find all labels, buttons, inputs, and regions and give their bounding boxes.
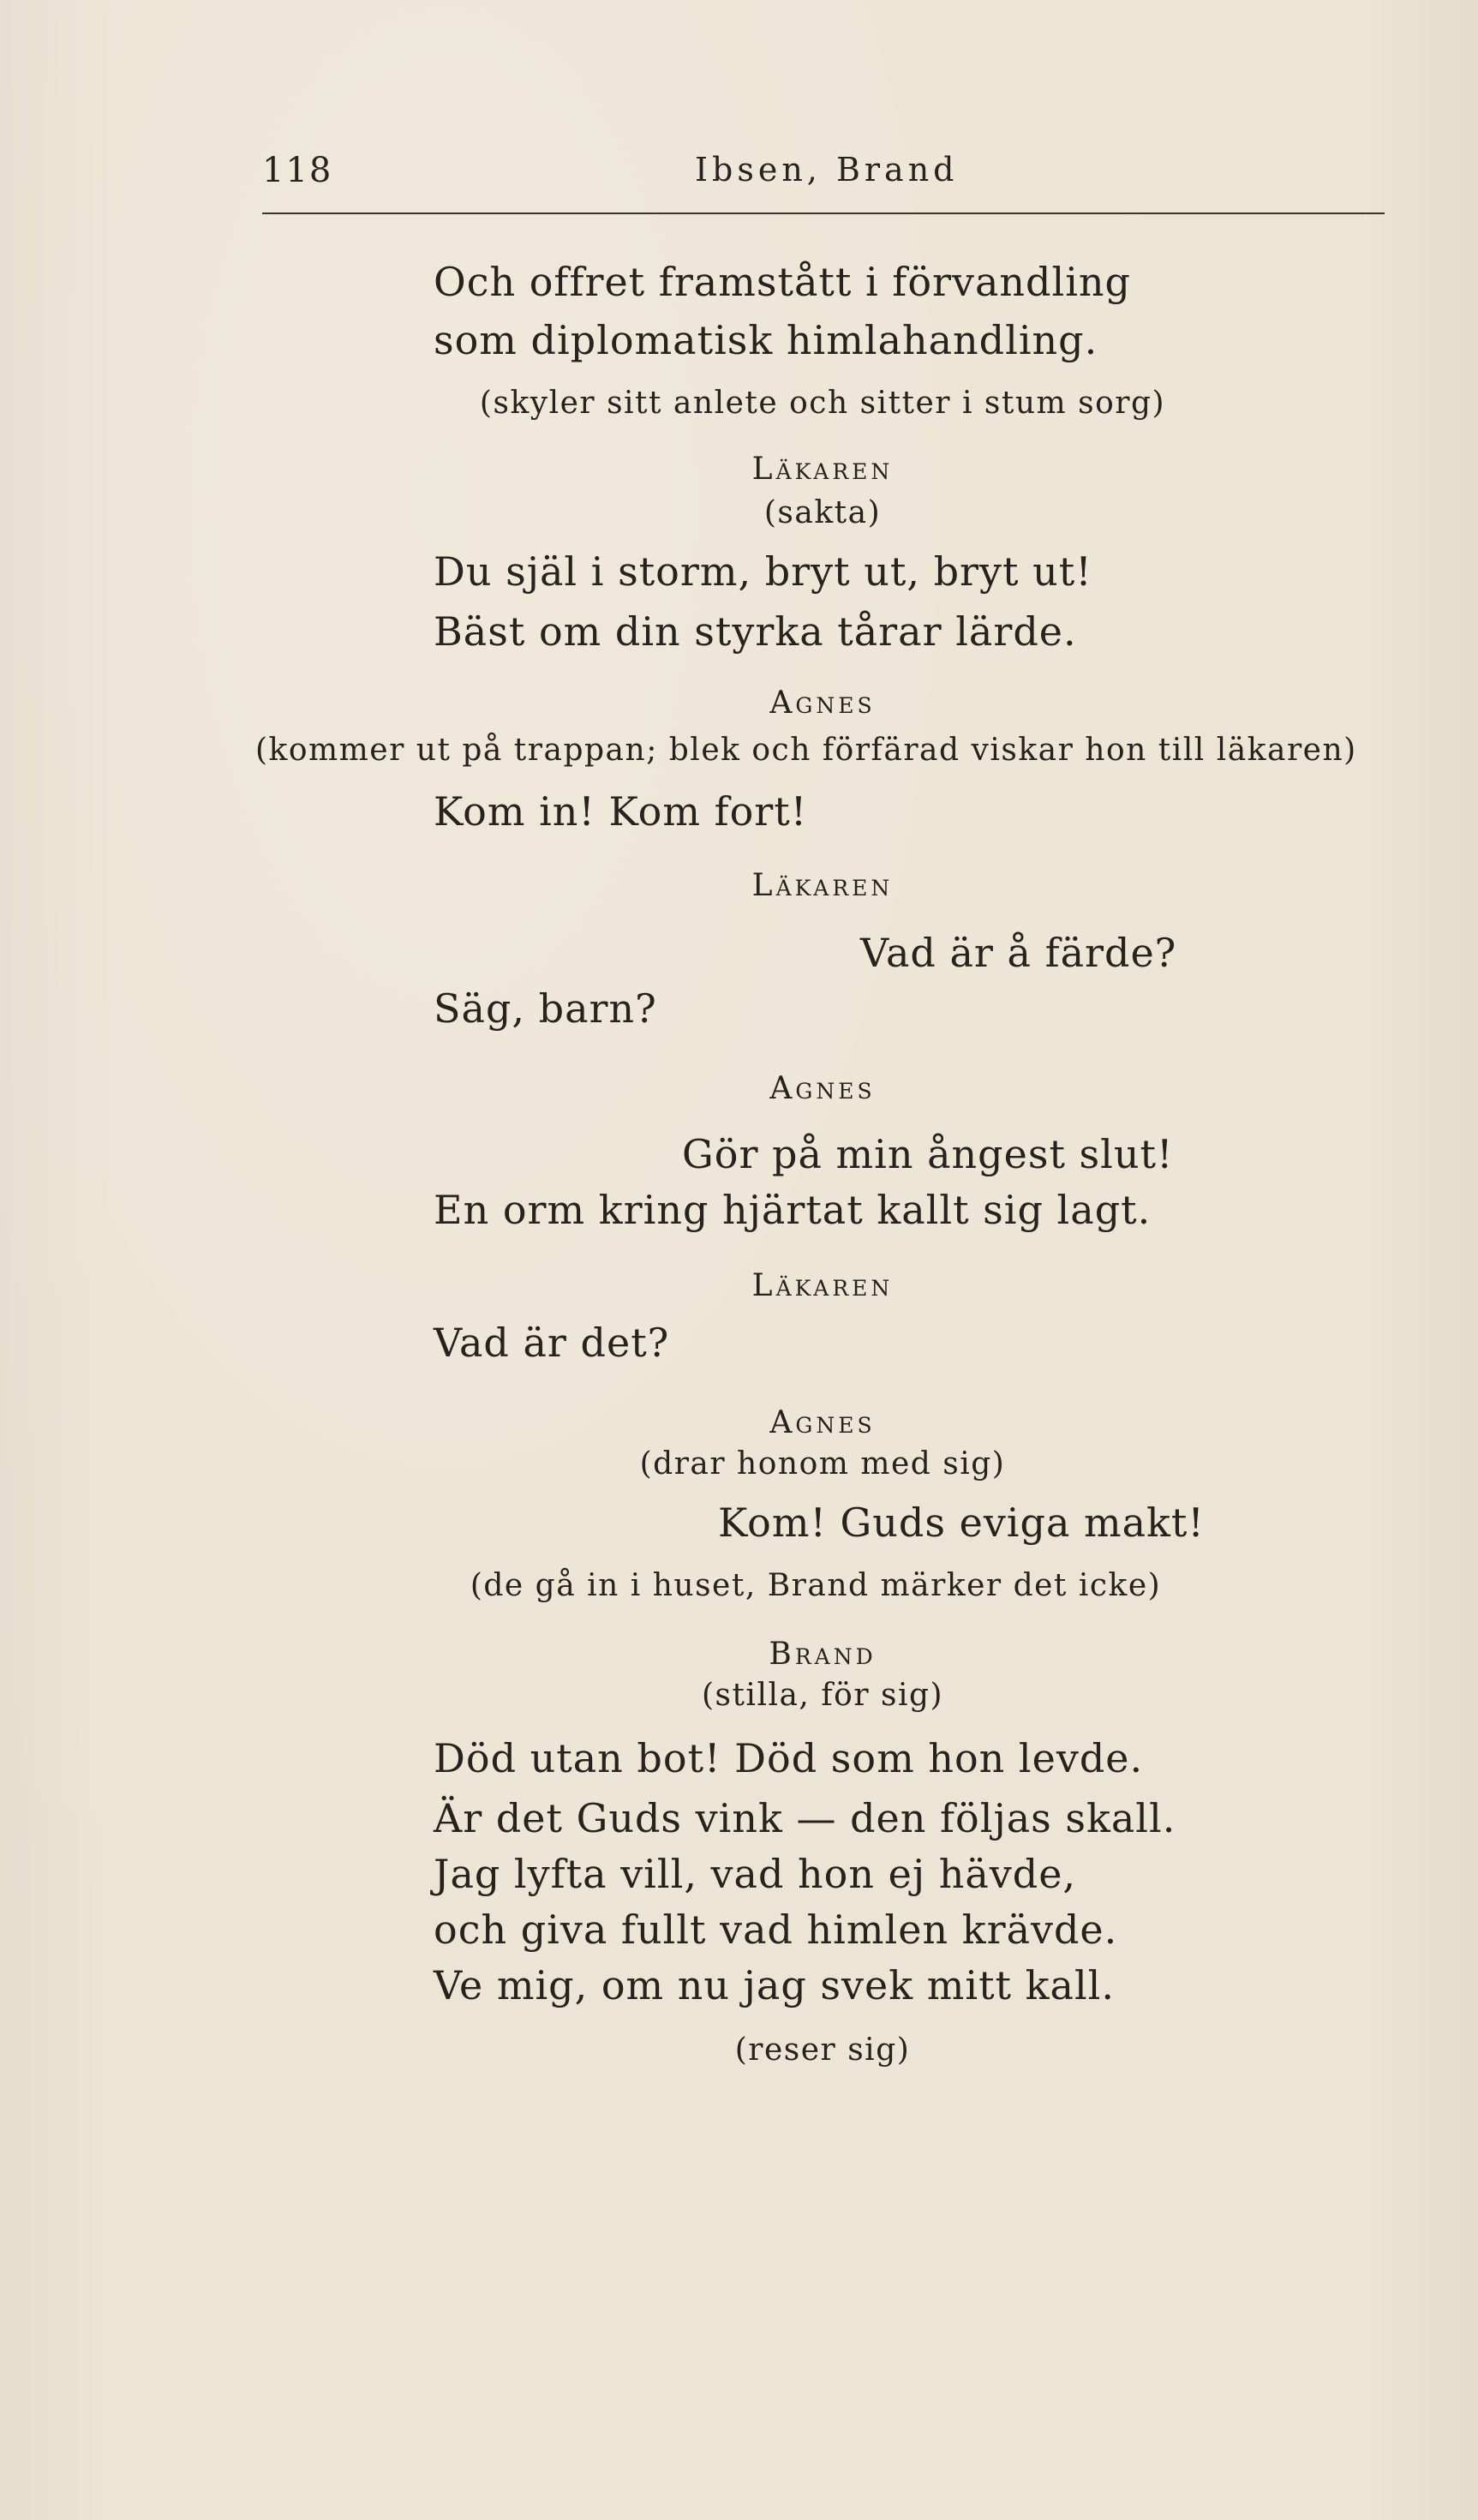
stage-direction: (sakta) [763, 495, 882, 530]
page-number: 118 [262, 151, 333, 190]
running-head [262, 151, 1385, 202]
verse-line: Kom! Guds eviga makt! [718, 1499, 1205, 1546]
speaker-name: Agnes [769, 1405, 876, 1440]
header-divider [262, 212, 1385, 214]
speaker-name: Brand [769, 1637, 877, 1672]
speaker-name: Läkaren [751, 452, 894, 487]
speaker-name: Agnes [769, 1071, 876, 1106]
verse-line: Vad är å färde? [860, 930, 1177, 976]
verse-line: Och offret framstått i förvandling [434, 259, 1131, 305]
verse-line: Död utan bot! Död som hon levde. [434, 1735, 1144, 1781]
verse-line: Kom in! Kom fort! [434, 788, 808, 835]
stage-direction: (reser sig) [734, 2032, 911, 2068]
verse-line: som diplomatisk himlahandling. [434, 317, 1098, 363]
verse-line: Du själ i storm, bryt ut, bryt ut! [434, 548, 1092, 595]
speaker-name: Läkaren [751, 868, 894, 903]
verse-line: Vad är det? [434, 1320, 670, 1366]
verse-line: Säg, barn? [434, 985, 657, 1032]
verse-line: Bäst om din styrka tårar lärde. [434, 608, 1077, 655]
verse-line: Är det Guds vink — den följas skall. [434, 1795, 1176, 1841]
stage-direction: (stilla, för sig) [701, 1678, 944, 1713]
stage-direction: (de gå in i huset, Brand märker det icke) [470, 1568, 1162, 1603]
speaker-name: Läkaren [751, 1268, 894, 1303]
verse-line: Jag lyfta vill, vad hon ej hävde, [434, 1851, 1077, 1897]
running-title: Ibsen, Brand [695, 151, 959, 189]
verse-line: Ve mig, om nu jag svek mitt kall. [434, 1962, 1116, 2008]
stage-direction: (drar honom med sig) [639, 1446, 1006, 1481]
verse-line: En orm kring hjärtat kallt sig lagt. [434, 1187, 1152, 1233]
stage-direction: (kommer ut på trappan; blek och förfärad viskar hon till läkaren) [255, 733, 1357, 768]
verse-line: Gör på min ångest slut! [682, 1131, 1174, 1177]
verse-line: och giva fullt vad himlen krävde. [434, 1906, 1118, 1953]
stage-direction: (skyler sitt anlete och sitter i stum sorg) [479, 386, 1166, 421]
speaker-name: Agnes [769, 685, 876, 721]
